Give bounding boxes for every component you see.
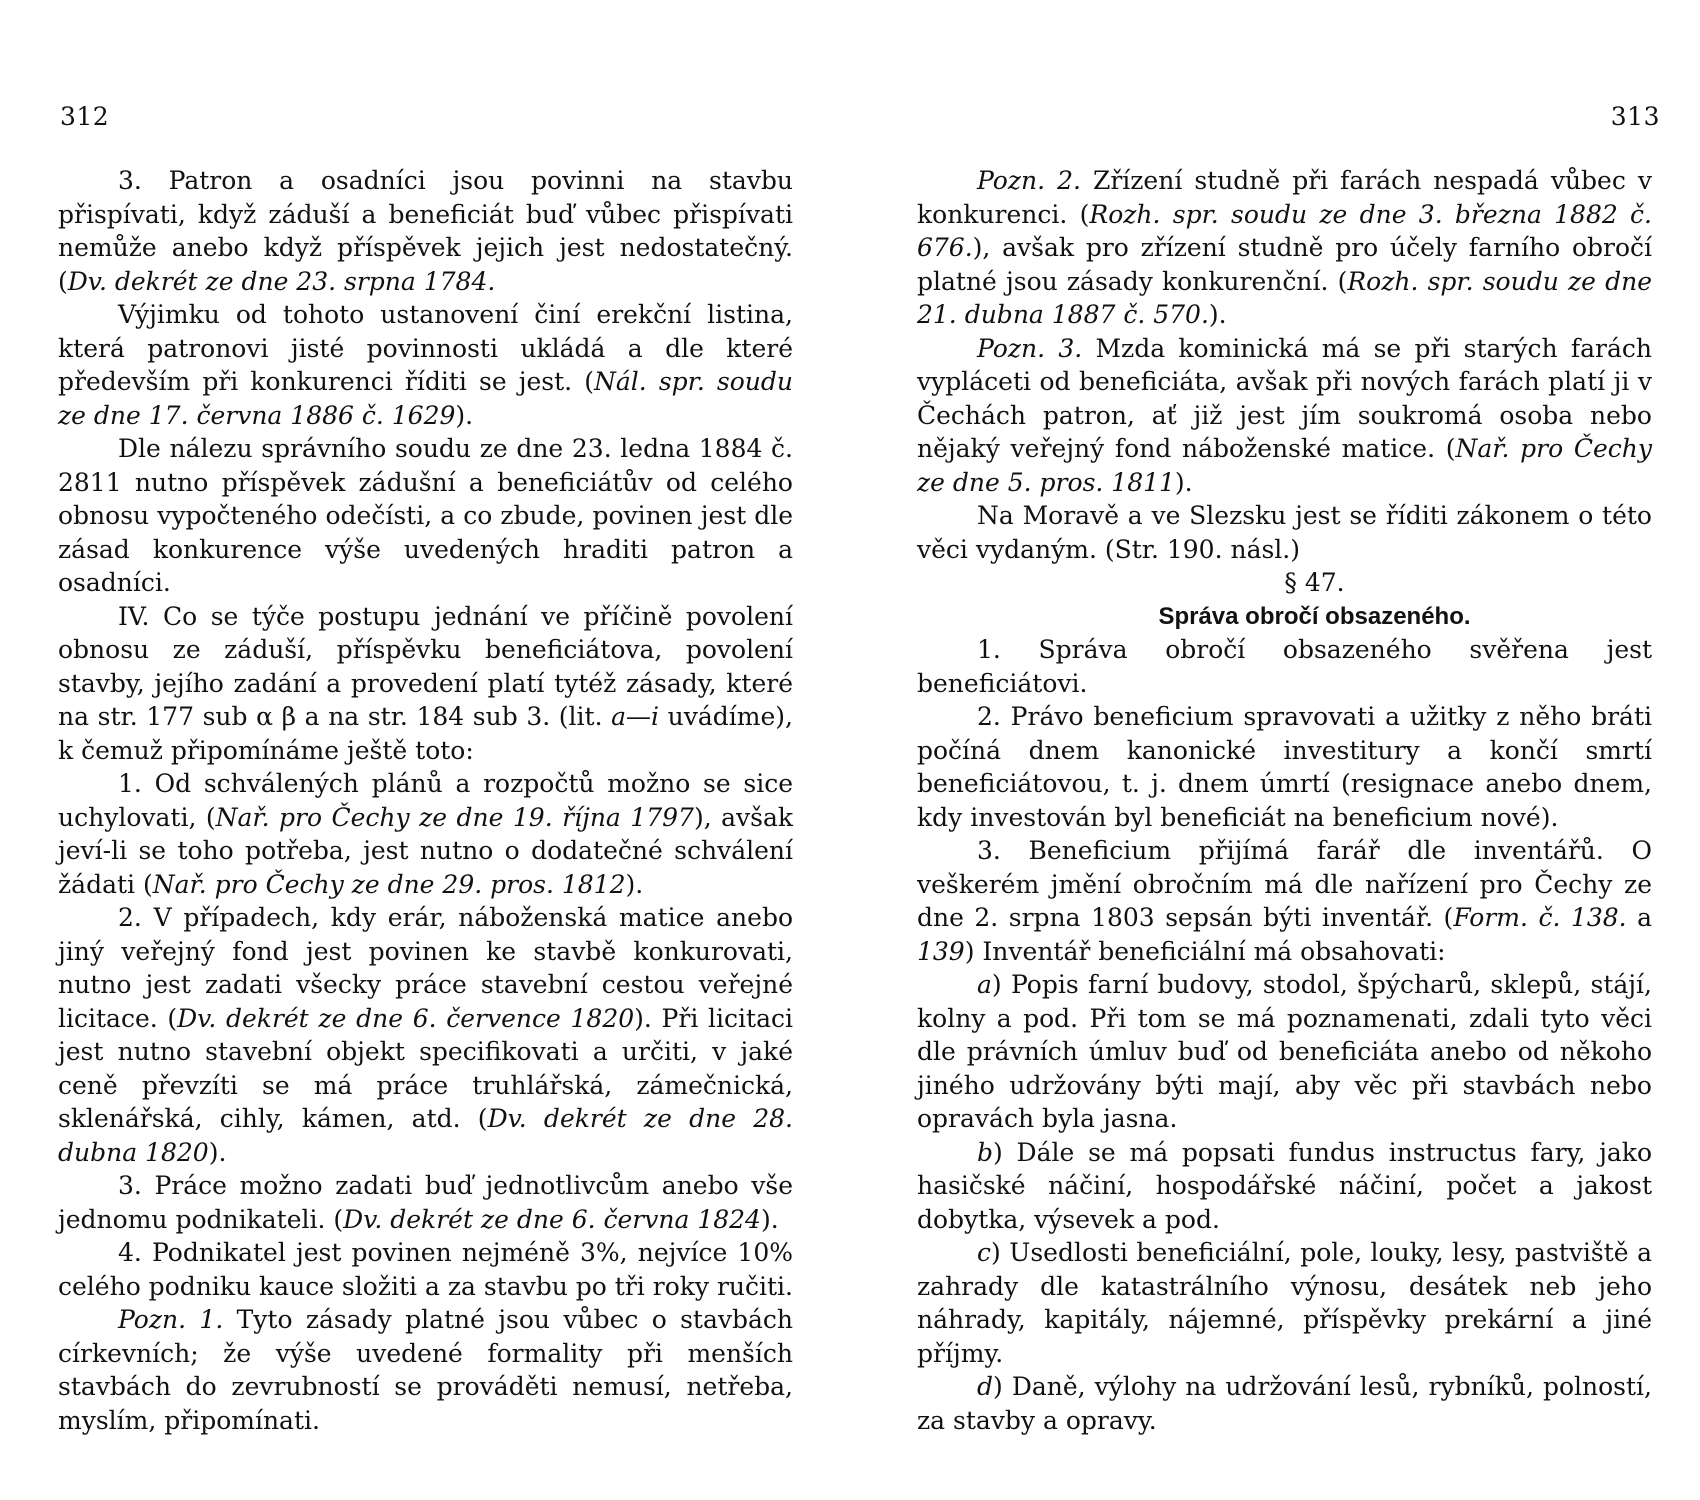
note-label: Pozn. 2. (977, 166, 1081, 195)
citation: Nař. pro Čechy ze dne 5. pros. 1811 (917, 434, 1652, 497)
note-paragraph: Pozn. 1. Tyto zásady platné jsou vůbec o stavbách církevních; že výše uvedené formality při menších stavbách do zevrubností se prováděti nemusí, netřeba, myslím, připomínati. (58, 1305, 793, 1435)
paragraph: 4. Podnikatel jest povinen nejméně 3%, nejvíce 10% celého podniku kauce složiti a za stavbu po tři roky ručiti. (58, 1238, 793, 1301)
note-paragraph: Pozn. 2. Zřízení studně při farách nespadá vůbec v konkurenci. (Rozh. spr. soudu ze dne 3. března 1882 č. 676.), avšak pro zřízení studně pro účely farního obročí platné jsou zásady konkurenční. (Rozh. spr. soudu ze dne 21. dubna 1887 č. 570.). (917, 166, 1652, 329)
note-label: Pozn. 1. (118, 1305, 224, 1334)
section-title: Správa obročí obsazeného. (1158, 602, 1471, 630)
paragraph: 1. Od schválených plánů a rozpočtů možno se sice uchylovati, (Nař. pro Čechy ze dne 19. října 1797), avšak jeví-li se toho potřeba, jest nutno o dodatečné schválení žádati (Nař. pro Čechy ze dne 29. pros. 1812). (58, 769, 794, 899)
citation: Dv. dekrét ze dne 6. července 1820 (177, 1003, 635, 1033)
page-number-right: 313 (1610, 102, 1660, 131)
citation: Dv. dekrét ze dne 23. srpna 1784. (67, 266, 496, 296)
paragraph: Výjimku od tohoto ustanovení činí erekční listina, která patronovi jisté povinnosti ukládá a dle které především při konkurenci říditi se jest. (Nál. spr. soudu ze dne 17. června 1886 č. 1629). (58, 300, 794, 430)
right-page-column (917, 164, 1652, 1437)
list-item: b) Dále se má popsati fundus instructus fary, jako hasičské náčiní, hospodářské náčiní, počet a jakost dobytka, výsevek a pod. (917, 1137, 1652, 1234)
paragraph: 3. Patron a osadníci jsou povinni na stavbu přispívati, když záduší a beneficiát buď vůbec přispívati nemůže anebo když příspěvek jejich jest nedostatečný. (Dv. dekrét ze dne 23. srpna 1784. (58, 166, 793, 296)
citation: 139 (917, 936, 965, 966)
page-number-left: 312 (60, 102, 110, 131)
paragraph: 2. V případech, kdy erár, náboženská matice anebo jiný veřejný fond jest povinen ke stavbě konkurovati, nutno jest zadati všecky práce stavební cestou veřejné licitace. (Dv. dekrét ze dne 6. července 1820). Při licitaci jest nutno stavební objekt specifikovati a určiti, v jaké ceně převzíti se má práce truhlářská, zámečnická, sklenářská, cihly, kámen, atd. (Dv. dekrét ze dne 28. dubna 1820). (58, 903, 793, 1167)
citation: Rozh. spr. soudu ze dne 21. dubna 1887 č. 570. (917, 266, 1652, 329)
paragraph: 3. Beneficium přijímá farář dle inventářů. O veškerém jmění obročním má dle nařízení pro Čechy ze dne 2. srpna 1803 sepsán býti inventář. (Form. č. 138. a 139) Inventář beneficiální má obsahovati: (917, 836, 1652, 966)
paragraph: 1. Správa obročí obsazeného svěřena jest beneficiátovi. (917, 635, 1652, 698)
paragraph: IV. Co se týče postupu jednání ve příčině povolení obnosu ze záduší, příspěvku beneficiátova, povolení stavby, jejího zadání a provedení platí tytéž zásady, které na str. 177 sub α β a na str. 184 sub 3. (lit. a—i uvádíme), k čemuž připomínáme ještě toto: (58, 601, 793, 765)
paragraph: Dle nálezu správního soudu ze dne 23. ledna 1884 č. 2811 nutno příspěvek zádušní a beneficiátův od celého obnosu vypočteného odečísti, a co zbude, povinen jest dle zásad konkurence výše uvedených hraditi patron a osadníci. (58, 434, 793, 597)
left-page-column (58, 164, 793, 1437)
citation: Rozh. spr. soudu ze dne 3. března 1882 č. 676. (917, 199, 1652, 262)
citation: Dv. dekrét ze dne 6. června 1824 (343, 1204, 761, 1234)
paragraph: 3. Práce možno zadati buď jednotlivcům anebo vše jednomu podnikateli. (Dv. dekrét ze dne 6. června 1824). (58, 1171, 793, 1234)
citation: Form. č. 138. (1453, 903, 1627, 932)
citation: Nař. pro Čechy ze dne 29. pros. 1812 (152, 869, 626, 899)
list-item: d) Daně, výlohy na udržování lesů, rybníků, polností, za stavby a opravy. (917, 1372, 1652, 1435)
list-item: c) Usedlosti beneficiální, pole, louky, lesy, pastviště a zahrady dle katastrálního výnosu, desátek neb jeho náhrady, kapitály, nájemné, příspěvky prekární a jiné příjmy. (917, 1238, 1652, 1368)
paragraph: Na Moravě a ve Slezsku jest se říditi zákonem o této věci vydaným. (Str. 190. násl.) (917, 501, 1652, 564)
note-paragraph: Pozn. 3. Mzda kominická má se při starých farách vypláceti od beneficiáta, avšak při nových farách platí ji v Čechách patron, ať již jest jím soukromá osoba nebo nějaký veřejný fond náboženské matice. (Nař. pro Čechy ze dne 5. pros. 1811). (917, 333, 1652, 497)
citation: Nál. spr. soudu ze dne 17. června 1886 č. 1629 (58, 367, 794, 430)
section-number: § 47. (1284, 568, 1345, 597)
paragraph: 2. Právo beneficium spravovati a užitky z něho bráti počíná dnem kanonické investitury a končí smrtí beneficiátovou, t. j. dnem úmrtí (resignace anebo dnem, kdy investován byl beneficiát na beneficium nové). (917, 702, 1652, 832)
note-label: Pozn. 3. (977, 333, 1083, 363)
citation: Dv. dekrét ze dne 28. dubna 1820 (58, 1104, 793, 1167)
citation: Nař. pro Čechy ze dne 19. října 1797 (215, 802, 694, 832)
list-item: a) Popis farní budovy, stodol, špýcharů, sklepů, stájí, kolny a pod. Při tom se má poznamenati, zdali tyto věci dle právních úmluv buď od beneficiáta anebo od někoho jiného udržovány býti mají, aby věc při stavbách nebo opravách byla jasna. (917, 970, 1652, 1133)
